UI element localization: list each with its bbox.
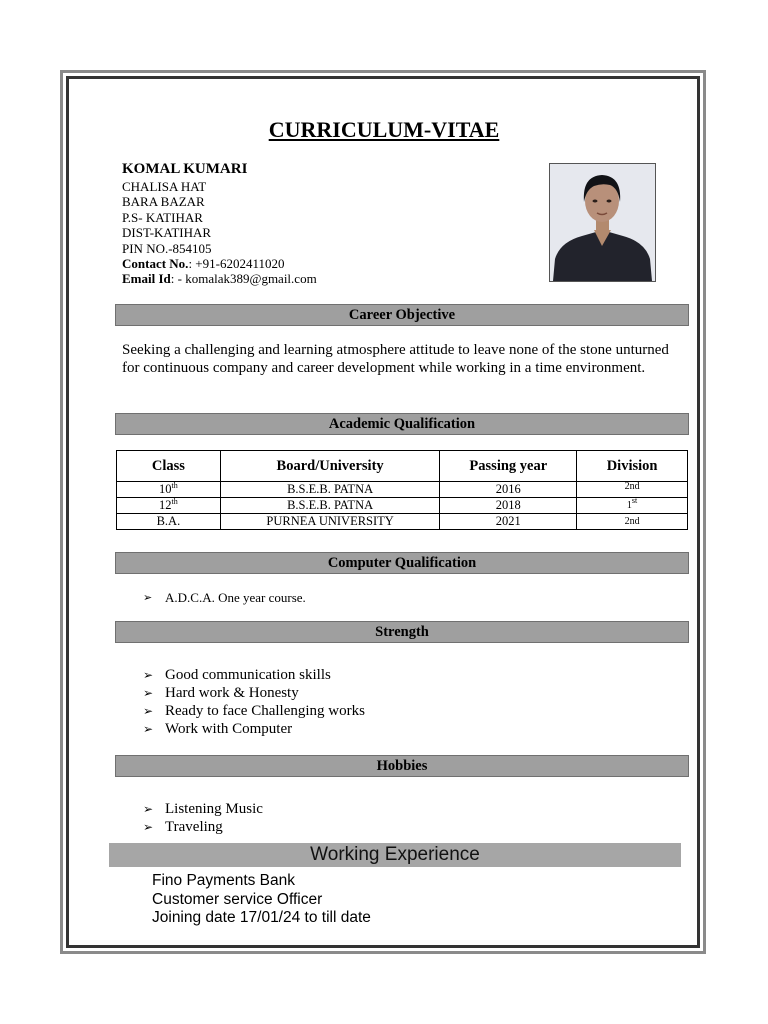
- document-title: CURRICULUM-VITAE: [268, 117, 500, 142]
- career-objective-text: Seeking a challenging and learning atmosphere attitude to leave none of the stone unturned for continuous company and career development while working in a time environment.: [122, 342, 669, 376]
- class-cell: B.A.: [117, 514, 221, 530]
- list-item: ➢ Good communication skills: [143, 667, 331, 683]
- column-header: Board/University: [220, 451, 440, 482]
- email-value: : - komalak389@gmail.com: [170, 271, 317, 287]
- address-line: DIST-KATIHAR: [122, 225, 212, 241]
- computer-qualification-list: [143, 590, 306, 606]
- working-experience-header: Working Experience: [109, 843, 681, 867]
- division-cell: 2nd: [577, 482, 688, 498]
- academic-table: [116, 450, 688, 530]
- profile-photo: [549, 163, 656, 282]
- arrow-bullet-icon: ➢: [143, 820, 154, 834]
- class-cell: 12th: [117, 498, 221, 514]
- hobbies-header: Hobbies: [115, 755, 689, 777]
- computer-qualification-header: Computer Qualification: [115, 552, 689, 574]
- division-cell: 1st: [577, 498, 688, 514]
- contact-number: [122, 256, 317, 271]
- board-cell: PURNEA UNIVERSITY: [220, 514, 440, 530]
- career-objective-header: Career Objective: [115, 304, 689, 326]
- working-experience-details: [152, 872, 371, 928]
- table-header-row: [117, 451, 688, 482]
- year-cell: 2021: [440, 514, 577, 530]
- address-line: BARA BAZAR: [122, 194, 205, 210]
- division-cell: 2nd: [577, 514, 688, 530]
- table-row: [117, 498, 688, 514]
- job-title: Customer service Officer: [152, 890, 323, 908]
- list-item: ➢ Work with Computer: [143, 721, 293, 737]
- arrow-bullet-icon: ➢: [143, 704, 154, 718]
- contact-value: : +91-6202411020: [188, 256, 285, 272]
- arrow-bullet-icon: ➢: [143, 722, 154, 736]
- column-header: Division: [577, 451, 688, 482]
- contact-label: Contact No.: [122, 256, 189, 272]
- email-address: [122, 271, 317, 286]
- board-cell: B.S.E.B. PATNA: [220, 498, 440, 514]
- list-item: ➢ Listening Music: [143, 801, 263, 817]
- table-row: [117, 482, 688, 498]
- list-item: ➢ Hard work & Honesty: [143, 685, 299, 701]
- arrow-bullet-icon: ➢: [143, 686, 154, 700]
- board-cell: B.S.E.B. PATNA: [220, 482, 440, 498]
- list-item: ➢ A.D.C.A. One year course.: [143, 590, 306, 605]
- candidate-name: KOMAL KUMARI: [122, 161, 248, 177]
- list-item: ➢ Traveling: [143, 819, 223, 835]
- personal-details: [122, 160, 317, 287]
- email-label: Email Id: [122, 271, 171, 287]
- table-row: [117, 514, 688, 530]
- year-cell: 2018: [440, 498, 577, 514]
- academic-qualification-header: Academic Qualification: [115, 413, 689, 435]
- column-header: Passing year: [440, 451, 577, 482]
- arrow-bullet-icon: ➢: [143, 591, 153, 604]
- strength-list: [143, 666, 365, 738]
- address-line: CHALISA HAT: [122, 179, 207, 194]
- address-line: P.S- KATIHAR: [122, 209, 203, 225]
- class-cell: 10th: [117, 482, 221, 498]
- arrow-bullet-icon: ➢: [143, 668, 154, 682]
- column-header: Class: [117, 451, 221, 482]
- employer-name: Fino Payments Bank: [152, 872, 296, 889]
- strength-header: Strength: [115, 621, 689, 643]
- joining-date: Joining date 17/01/24 to till date: [152, 909, 371, 926]
- arrow-bullet-icon: ➢: [143, 802, 154, 816]
- list-item: ➢ Ready to face Challenging works: [143, 703, 365, 719]
- year-cell: 2016: [440, 482, 577, 498]
- pin-code: PIN NO.-854105: [122, 240, 212, 256]
- hobbies-list: [143, 800, 263, 836]
